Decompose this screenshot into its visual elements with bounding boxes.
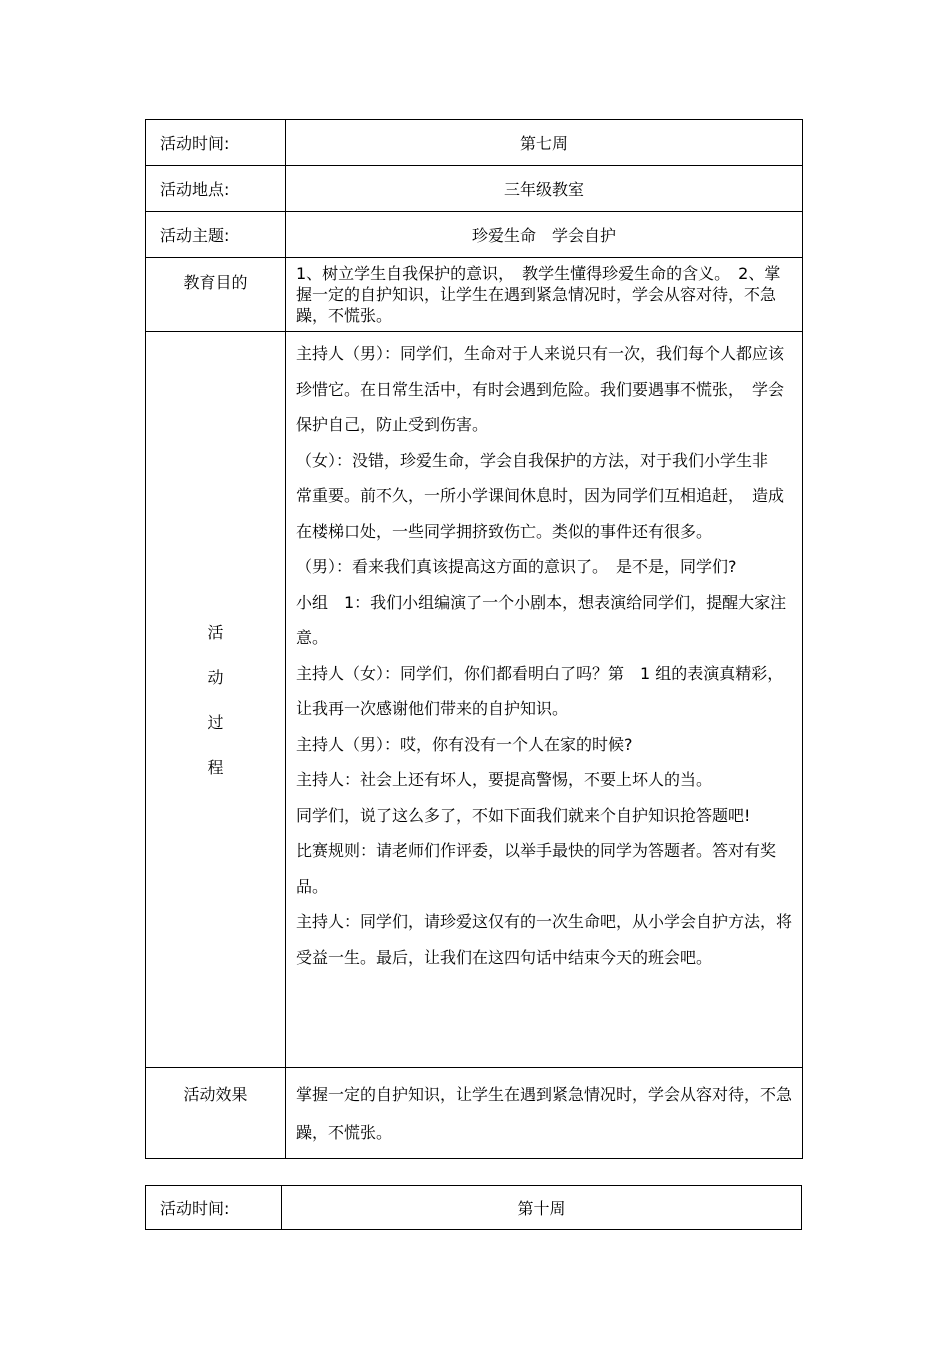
process-label-char: 程	[207, 757, 224, 777]
time-label: 活动时间:	[146, 120, 286, 166]
place-label: 活动地点:	[146, 166, 286, 212]
process-label-char: 过	[207, 712, 224, 732]
purpose-label: 教育目的	[146, 258, 286, 332]
time-label: 活动时间:	[146, 1186, 282, 1230]
process-content-cell	[286, 332, 803, 1068]
time-row	[146, 1186, 802, 1230]
process-label-char: 活	[207, 622, 224, 642]
time-value: 第十周	[282, 1186, 802, 1230]
activity-table-week10	[145, 1185, 802, 1230]
purpose-row	[146, 258, 803, 332]
theme-value: 珍爱生命 学会自护	[286, 212, 803, 258]
process-paragraph: 主持人（男）：同学们，生命对于人来说只有一次，我们每个人都应该 珍惜它。在日常生活中，有时会遇到危险。我们要遇事不慌张， 学会保护自己，防止受到伤害。	[296, 344, 801, 434]
process-paragraph: 主持人（女）：同学们，你们都看明白了吗？第 1 组的表演真精彩，让我再一次感谢他们带来的自护知识。	[296, 663, 784, 718]
theme-row	[146, 212, 803, 258]
place-value: 三年级教室	[286, 166, 803, 212]
effect-cell	[286, 1068, 803, 1159]
time-value: 第七周	[286, 120, 803, 166]
effect-label: 活动效果	[146, 1068, 286, 1159]
effect-text: 掌握一定的自护知识，让学生在遇到紧急情况时，学会从容对待，不急躁，不慌张。	[296, 1085, 793, 1142]
process-content	[286, 332, 802, 975]
activity-table-week7	[145, 119, 803, 1159]
purpose-text: 1、树立学生自我保护的意识， 教学生懂得珍爱生命的含义。 2、掌握一定的自护知识，让学生在遇到紧急情况时，学会从容对待，不急躁，不慌张。	[296, 264, 781, 325]
purpose-cell	[286, 258, 803, 332]
process-row	[146, 332, 803, 1068]
process-label	[146, 610, 285, 790]
theme-label: 活动主题:	[146, 212, 286, 258]
effect-row	[146, 1068, 803, 1159]
process-paragraph: 比赛规则：请老师们作评委，以举手最快的同学为答题者。答对有奖品。	[296, 841, 777, 896]
process-paragraph: 同学们，说了这么多了，不如下面我们就来个自护知识抢答题吧!	[296, 805, 751, 825]
process-paragraph: 小组 1：我们小组编演了一个小剧本，想表演给同学们，提醒大家注意。	[296, 592, 787, 647]
process-paragraph: 主持人：社会上还有坏人，要提高警惕，不要上坏人的当。	[296, 770, 713, 789]
process-label-char: 动	[207, 667, 224, 687]
process-paragraph: （男）：看来我们真该提高这方面的意识了。 是不是，同学们?	[296, 557, 737, 576]
process-paragraph: 主持人（男）：哎，你有没有一个人在家的时候?	[296, 734, 633, 754]
process-paragraph: （女）：没错，珍爱生命，学会自我保护的方法，对于我们小学生非 常重要。前不久，一所小学课间休息时，因为同学们互相追赶， 造成在楼梯口处，一些同学拥挤致伤亡。类似的事件还有很多。	[296, 450, 785, 541]
process-label-cell	[146, 332, 286, 1068]
time-row	[146, 120, 803, 166]
process-paragraph: 主持人：同学们，请珍爱这仅有的一次生命吧，从小学会自护方法，将受益一生。最后，让我们在这四句话中结束今天的班会吧。	[296, 912, 793, 967]
place-row	[146, 166, 803, 212]
